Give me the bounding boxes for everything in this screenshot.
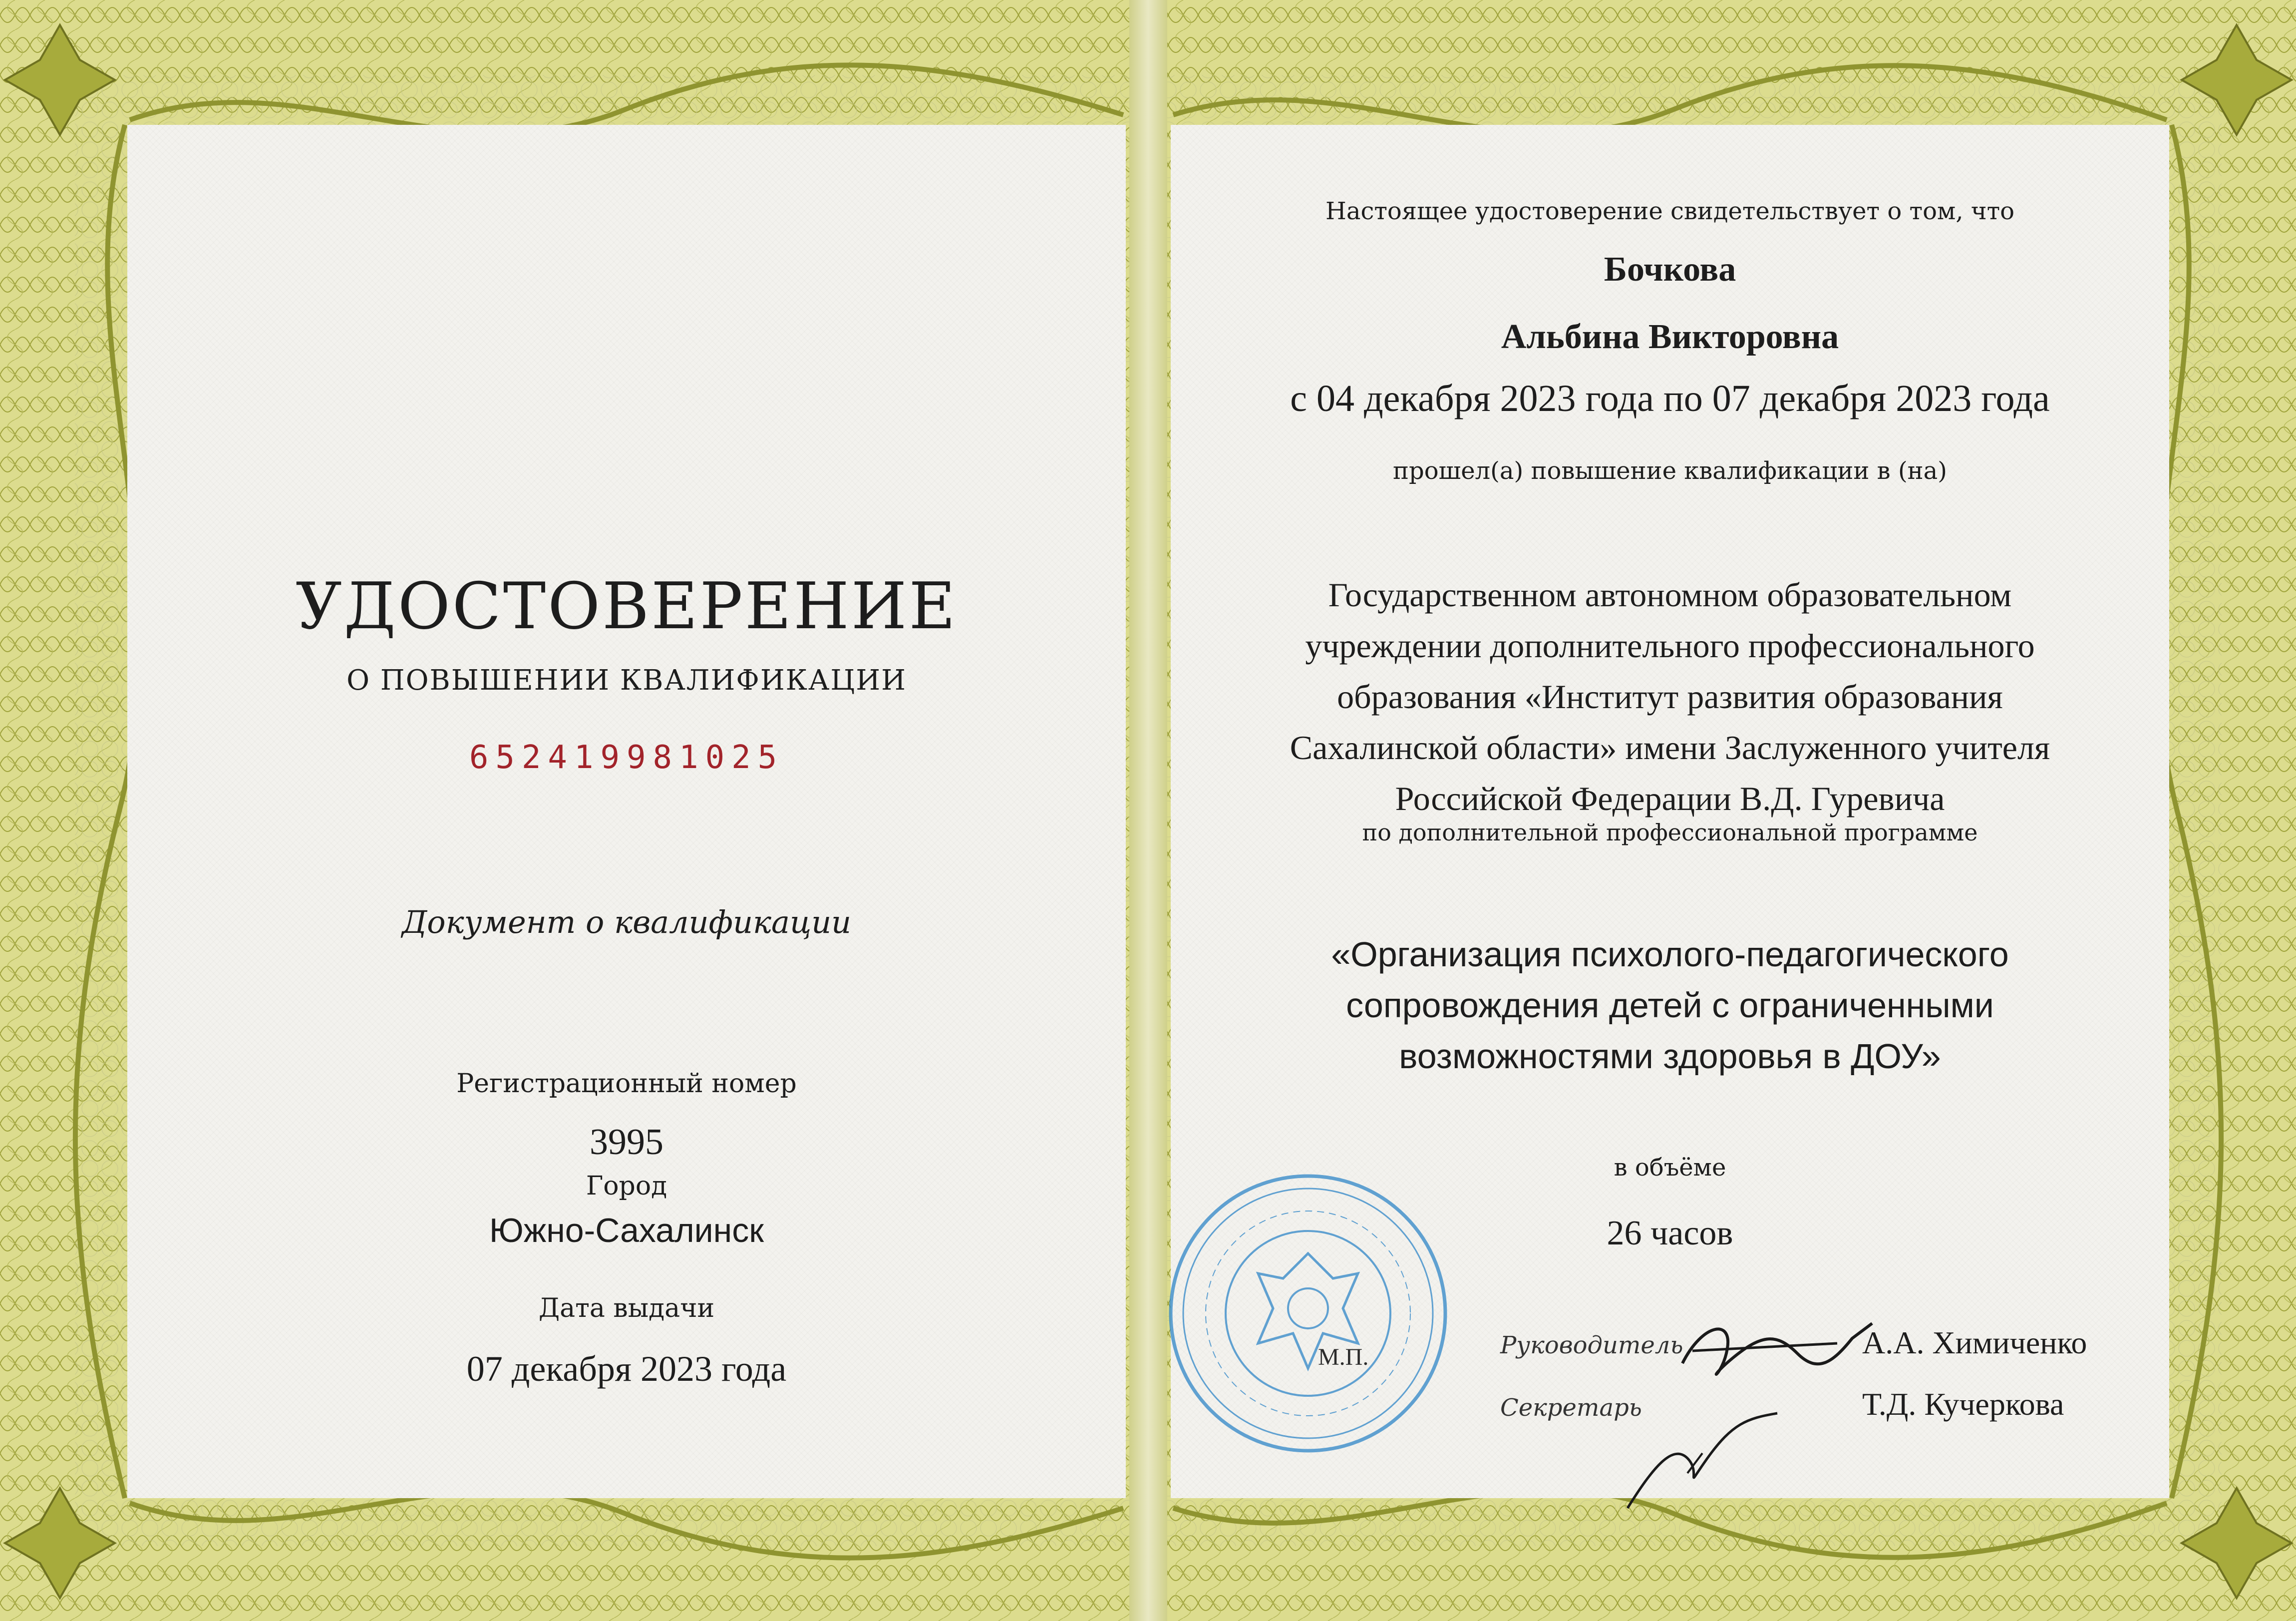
director-name-value: А.А. Химиченко bbox=[1862, 1325, 2087, 1360]
secretary-name-value: Т.Д. Кучеркова bbox=[1862, 1386, 2064, 1422]
secretary-name bbox=[1862, 1386, 2064, 1423]
issue-date-label: Дата выдачи bbox=[538, 1293, 715, 1323]
certificate-intro: Настоящее удостоверение свидетельствует о том, что bbox=[1325, 197, 2015, 225]
program-line: сопровождения детей с ограниченными bbox=[1346, 986, 1994, 1025]
registration-label: Регистрационный номер bbox=[456, 1069, 797, 1099]
director-signature bbox=[1672, 1303, 1882, 1403]
document-subtitle: О ПОВЫШЕНИИ КВАЛИФИКАЦИИ bbox=[346, 664, 907, 697]
institution-name bbox=[1171, 569, 2169, 824]
city-value: Южно-Сахалинск bbox=[489, 1212, 764, 1249]
secretary-role-label: Секретарь bbox=[1500, 1394, 1642, 1422]
volume-label: в объёме bbox=[1614, 1154, 1726, 1182]
institution-line: Сахалинской области» имени Заслуженного учителя bbox=[1290, 729, 2050, 767]
volume-value: 26 часов bbox=[1607, 1214, 1733, 1252]
director-name bbox=[1862, 1324, 2087, 1361]
document-title: УДОСТОВЕРЕНИЕ bbox=[296, 569, 958, 644]
official-stamp bbox=[1158, 1164, 1458, 1463]
stamp-mark: М.П. bbox=[1318, 1344, 1369, 1370]
program-title bbox=[1171, 929, 2169, 1082]
institution-line: учреждении дополнительного профессионального bbox=[1305, 627, 2035, 665]
holder-surname: Бочкова bbox=[1604, 250, 1736, 289]
training-period: с 04 декабря 2023 года по 07 декабря 2023 года bbox=[1290, 378, 2050, 419]
city-label: Город bbox=[586, 1171, 667, 1201]
left-page bbox=[127, 125, 1126, 1498]
registration-number: 3995 bbox=[590, 1122, 663, 1163]
institution-line: Государственном автономном образовательном bbox=[1328, 576, 2012, 614]
program-line: «Организация психолого-педагогического bbox=[1331, 935, 2009, 974]
program-line: возможностями здоровья в ДОУ» bbox=[1399, 1037, 1941, 1076]
serial-number: 652419981025 bbox=[469, 739, 784, 776]
issue-date: 07 декабря 2023 года bbox=[466, 1349, 787, 1389]
secretary-signature bbox=[1613, 1398, 1792, 1528]
passed-text: прошел(а) повышение квалификации в (на) bbox=[1392, 457, 1948, 485]
institution-line: Российской Федерации В.Д. Гуревича bbox=[1395, 780, 1945, 817]
director-role-label: Руководитель bbox=[1500, 1331, 1683, 1359]
holder-name: Альбина Викторовна bbox=[1501, 318, 1839, 356]
director-role bbox=[1500, 1328, 1683, 1360]
institution-line: образования «Институт развития образования bbox=[1337, 678, 2003, 716]
document-type: Документ о квалификации bbox=[401, 904, 852, 940]
program-label: по дополнительной профессиональной программе bbox=[1362, 819, 1978, 846]
